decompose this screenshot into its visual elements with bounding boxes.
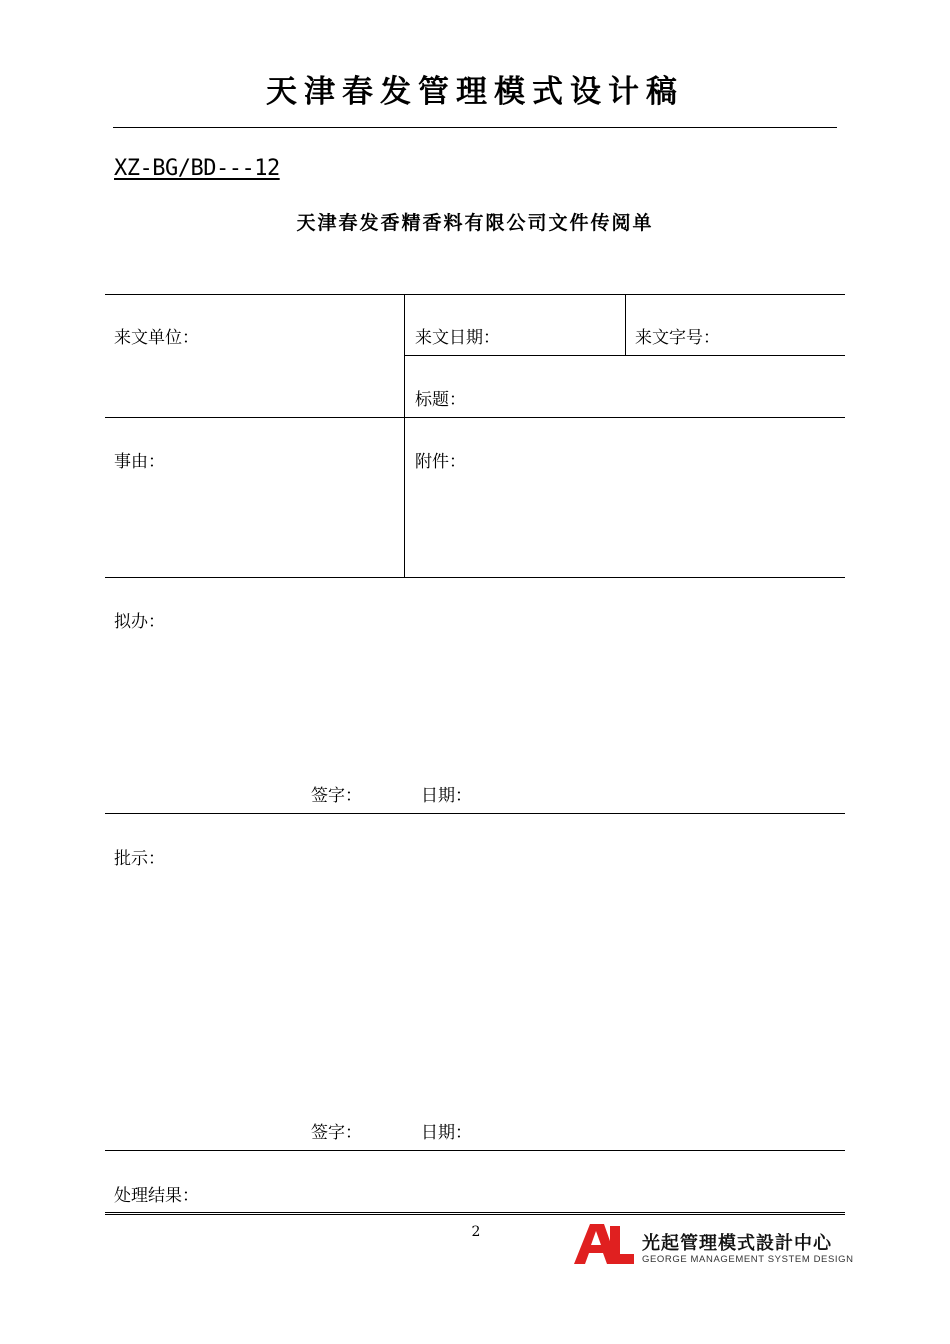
instruction-date-label: 日期：	[421, 1123, 472, 1143]
source-unit-label: 来文单位：	[114, 328, 199, 348]
table-row-divider	[105, 577, 845, 578]
reason-label: 事由：	[114, 452, 165, 472]
title-divider	[113, 127, 837, 128]
logo-english-name: GEORGE MANAGEMENT SYSTEM DESIGN	[642, 1254, 854, 1265]
logo-shape	[620, 1254, 634, 1264]
table-column-divider	[625, 294, 626, 356]
attachment-label: 附件：	[415, 452, 466, 472]
company-logo-icon	[574, 1224, 638, 1264]
table-row-divider	[105, 813, 845, 814]
table-row-divider	[105, 417, 845, 418]
logo-shape	[610, 1226, 620, 1264]
source-date-label: 来文日期：	[415, 328, 500, 348]
subject-label: 标题：	[415, 390, 466, 410]
page-title: 天津春发管理模式设计稿	[266, 74, 684, 110]
instruction-signature-label: 签字：	[311, 1123, 362, 1143]
result-label: 处理结果：	[114, 1186, 199, 1206]
table-row-divider	[105, 1150, 845, 1151]
proposal-label: 拟办：	[114, 612, 165, 632]
page-number: 2	[471, 1224, 481, 1240]
proposal-date-label: 日期：	[421, 786, 472, 806]
document-code: XZ-BG/BD---12	[114, 156, 280, 181]
instruction-label: 批示：	[114, 849, 165, 869]
logo-chinese-name: 光起管理模式設計中心	[642, 1233, 832, 1254]
table-bottom-border	[105, 1212, 845, 1213]
source-number-label: 来文字号：	[635, 328, 720, 348]
table-bottom-border	[105, 1214, 845, 1215]
proposal-signature-label: 签字：	[311, 786, 362, 806]
form-title: 天津春发香精香料有限公司文件传阅单	[296, 212, 654, 234]
table-top-border	[105, 294, 845, 295]
table-column-divider	[404, 294, 405, 578]
